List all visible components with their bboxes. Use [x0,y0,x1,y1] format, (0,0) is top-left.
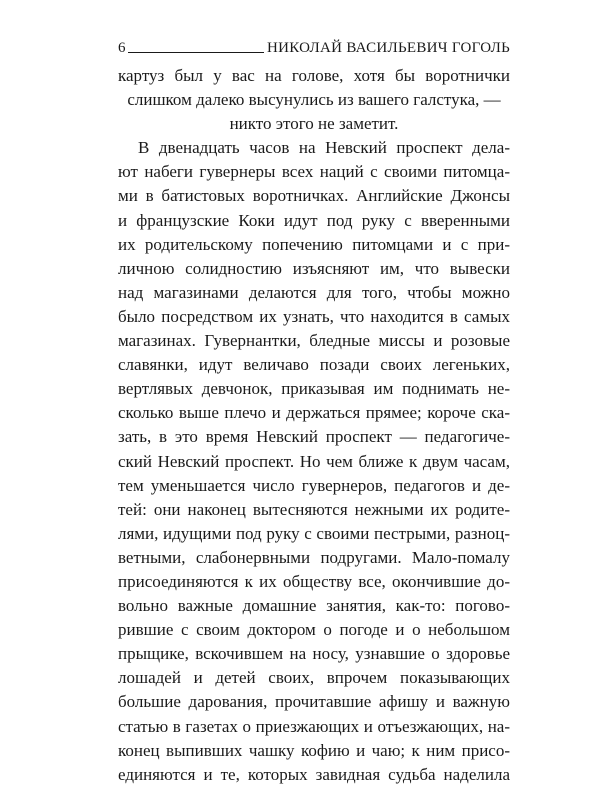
text-line: личною солидностию изъясняют им, что вывески [118,258,510,278]
text-line: их родительскому попечению питомцами и с при- [118,234,510,254]
text-line: единяются и те, которых завидная судьба наделила [118,764,510,784]
text-line: картуз был у вас на голове, хотя бы воротнички [118,66,510,85]
body-text [118,64,510,787]
text-line: большие дарования, прочитавшие афишу и важную [118,692,510,712]
text-line: ветными, слабонервными подругами. Мало-помалу [118,547,510,567]
text-line: вертлявых девчонок, приказывая им поднимать не- [118,379,510,399]
page-number: 6 [118,40,126,56]
text-line: славянки, идут величаво позади своих легеньких, [118,355,510,375]
text-line: лями, идущими под руку с своими пестрыми, разноц- [118,523,510,543]
text-line: слишком далеко высунулись из вашего галстука, — [127,90,501,110]
text-line: рившие с своим доктором о погоде и о небольшом [118,620,510,640]
text-line: зать, в это время Невский проспект — педагогиче- [118,427,510,447]
running-title: НИКОЛАЙ ВАСИЛЬЕВИЧ ГОГОЛЬ [266,40,510,56]
text-line: ский Невский проспект. Но чем ближе к двум часам, [118,451,510,471]
book-page [118,0,510,784]
text-line: ют набеги гувернеры всех наций с своими питомца- [118,162,510,182]
text-line: ми в батистовых воротничках. Английские Джонсы [118,186,510,206]
running-head [118,38,510,56]
text-line: присоединяются к их обществу все, окончившие до- [118,571,510,591]
text-line: и французские Коки идут под руку с вверенными [118,210,510,230]
header-rule [128,52,264,53]
text-line: магазинах. Гувернантки, бледные миссы и розовые [118,331,510,351]
text-line: было посредством их узнать, что находится в самых [118,306,510,326]
text-line: сколько выше плечо и держаться прямее; короче ска- [118,403,510,423]
text-line: статью в газетах о приезжающих и отъезжающих, на- [118,716,510,736]
text-line: никто этого не заметит. [229,114,399,134]
text-line: тем уменьшается число гувернеров, педагогов и де- [118,475,510,495]
text-line: прыщике, вскочившем на носу, узнавшие о здоровье [118,644,510,664]
text-line: лошадей и детей своих, впрочем показывающих [118,668,510,688]
text-line: вольно важные домашние занятия, как-то: погово- [118,596,510,616]
text-line: тей: они наконец вытесняются нежными их родите- [118,499,510,519]
text-line: конец выпивших чашку кофию и чаю; к ним присо- [118,740,510,760]
text-line: над магазинами делаются для того, чтобы можно [118,282,510,302]
text-line: В двенадцать часов на Невский проспект дела- [138,138,510,158]
